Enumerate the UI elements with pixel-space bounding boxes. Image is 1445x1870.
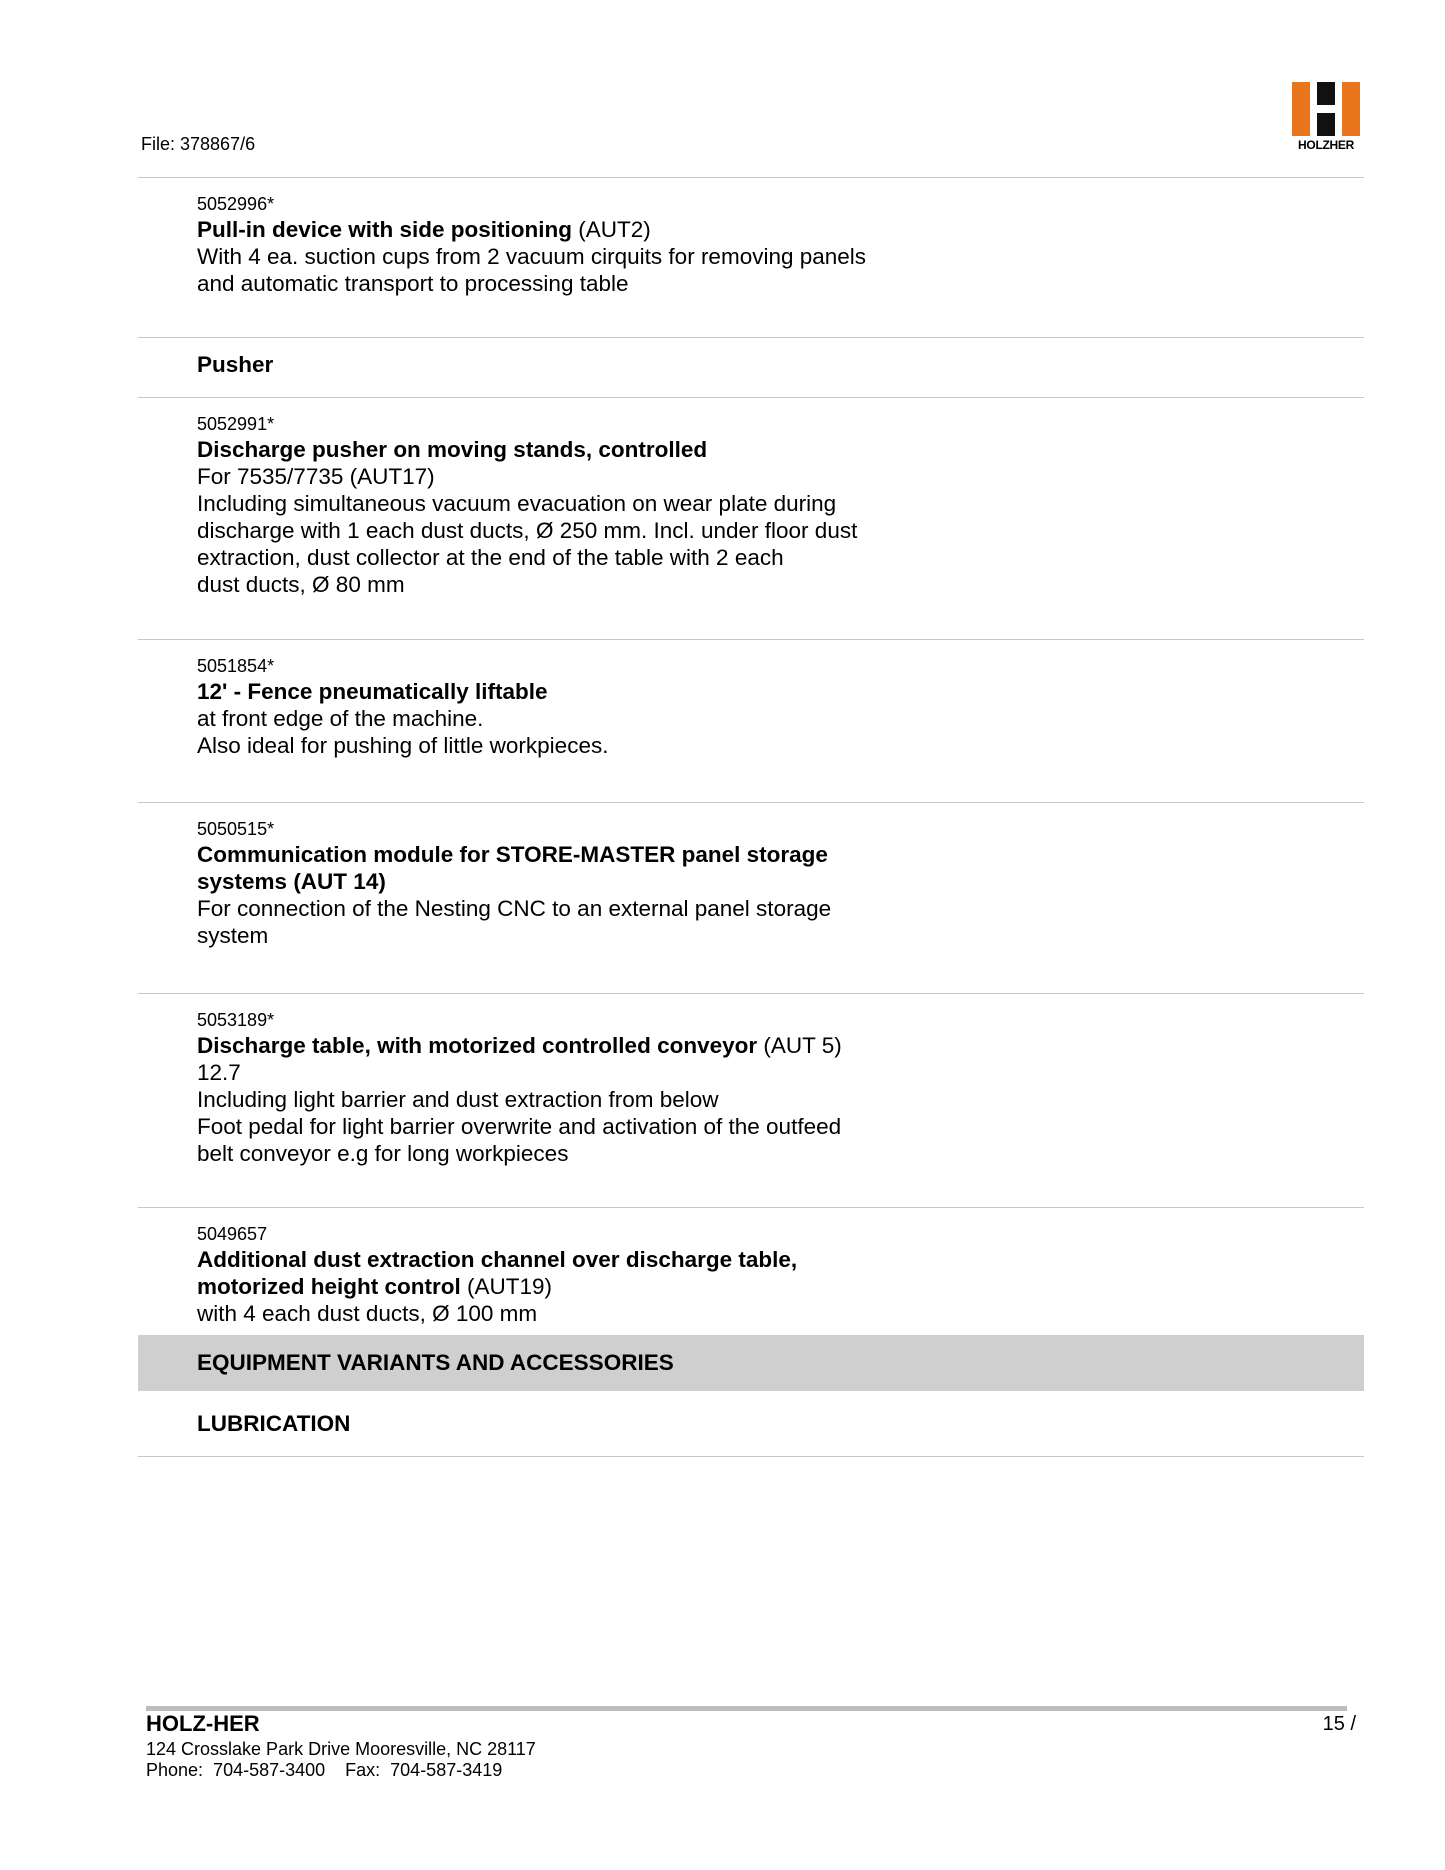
page-number: 15 / xyxy=(1322,1713,1356,1735)
footer-rule xyxy=(146,1706,1347,1711)
footer-company: HOLZ-HER xyxy=(146,1711,260,1736)
section-title: EQUIPMENT VARIANTS AND ACCESSORIES xyxy=(197,1350,674,1375)
item-5052991 xyxy=(197,412,997,598)
item-title: Discharge pusher on moving stands, controlled xyxy=(197,437,708,462)
section-header-bar xyxy=(138,1335,1364,1391)
subheading-lubrication: LUBRICATION xyxy=(197,1411,351,1436)
item-5051854 xyxy=(197,654,997,759)
item-desc-line: Including light barrier and dust extraction from below xyxy=(197,1087,719,1112)
item-desc-line: belt conveyor e.g for long workpieces xyxy=(197,1141,569,1166)
divider xyxy=(138,802,1364,803)
divider xyxy=(138,639,1364,640)
item-desc-line: Also ideal for pushing of little workpieces. xyxy=(197,733,609,758)
item-code: 5053189* xyxy=(197,1010,275,1030)
item-desc-line: discharge with 1 each dust ducts, Ø 250 mm. Incl. under floor dust xyxy=(197,518,858,543)
item-desc-line: with 4 each dust ducts, Ø 100 mm xyxy=(197,1301,538,1326)
item-title: motorized height control xyxy=(197,1274,461,1299)
item-title: Discharge table, with motorized controlled conveyor xyxy=(197,1033,758,1058)
item-desc-line: system xyxy=(197,923,269,948)
item-code: 5052991* xyxy=(197,414,275,434)
group-heading-pusher: Pusher xyxy=(197,352,274,377)
item-desc-line: Foot pedal for light barrier overwrite and activation of the outfeed xyxy=(197,1114,842,1139)
item-desc-line: 12.7 xyxy=(197,1060,241,1085)
item-desc-line: at front edge of the machine. xyxy=(197,706,484,731)
logo-bottom-block xyxy=(1317,113,1335,136)
item-title-suffix: (AUT 5) xyxy=(757,1033,842,1058)
item-title-suffix: (AUT2) xyxy=(572,217,651,242)
item-5053189 xyxy=(197,1008,997,1167)
logo-left-bar xyxy=(1292,82,1310,136)
item-title-suffix: (AUT19) xyxy=(460,1274,553,1299)
item-title: Pull-in device with side positioning xyxy=(197,217,573,242)
item-title: 12' - Fence pneumatically liftable xyxy=(197,679,548,704)
item-5050515 xyxy=(197,817,997,949)
item-title-line xyxy=(197,1273,997,1300)
item-code: 5050515* xyxy=(197,819,275,839)
divider xyxy=(138,1456,1364,1457)
item-5049657 xyxy=(197,1222,997,1327)
item-code: 5049657 xyxy=(197,1224,268,1244)
logo-wordmark: HOLZHER xyxy=(1298,138,1354,152)
divider xyxy=(138,397,1364,398)
item-code: 5052996* xyxy=(197,194,275,214)
item-desc-line: dust ducts, Ø 80 mm xyxy=(197,572,405,597)
divider xyxy=(138,337,1364,338)
item-code: 5051854* xyxy=(197,656,275,676)
item-title-line: Additional dust extraction channel over discharge table, xyxy=(197,1247,798,1272)
item-desc-line: For connection of the Nesting CNC to an external panel storage xyxy=(197,896,832,921)
footer-phone: Phone: 704-587-3400 Fax: 704-587-3419 xyxy=(146,1760,503,1780)
item-title-line: systems (AUT 14) xyxy=(197,869,386,894)
file-number: File: 378867/6 xyxy=(141,134,256,154)
item-desc-line: For 7535/7735 (AUT17) xyxy=(197,464,435,489)
item-5052996 xyxy=(197,192,997,297)
divider xyxy=(138,993,1364,994)
logo-top-block xyxy=(1317,82,1335,105)
item-desc-line: With 4 ea. suction cups from 2 vacuum cirquits for removing panels xyxy=(197,244,867,269)
item-desc-line: and automatic transport to processing table xyxy=(197,271,629,296)
item-desc-line: extraction, dust collector at the end of the table with 2 each xyxy=(197,545,784,570)
footer-address: 124 Crosslake Park Drive Mooresville, NC 28117 xyxy=(146,1739,536,1759)
item-desc-line: Including simultaneous vacuum evacuation on wear plate during xyxy=(197,491,837,516)
item-title-line: Communication module for STORE-MASTER panel storage xyxy=(197,842,828,867)
item-title-line xyxy=(197,1032,997,1059)
divider xyxy=(138,177,1364,178)
divider xyxy=(138,1207,1364,1208)
logo-right-bar xyxy=(1342,82,1360,136)
item-title-line xyxy=(197,216,997,243)
